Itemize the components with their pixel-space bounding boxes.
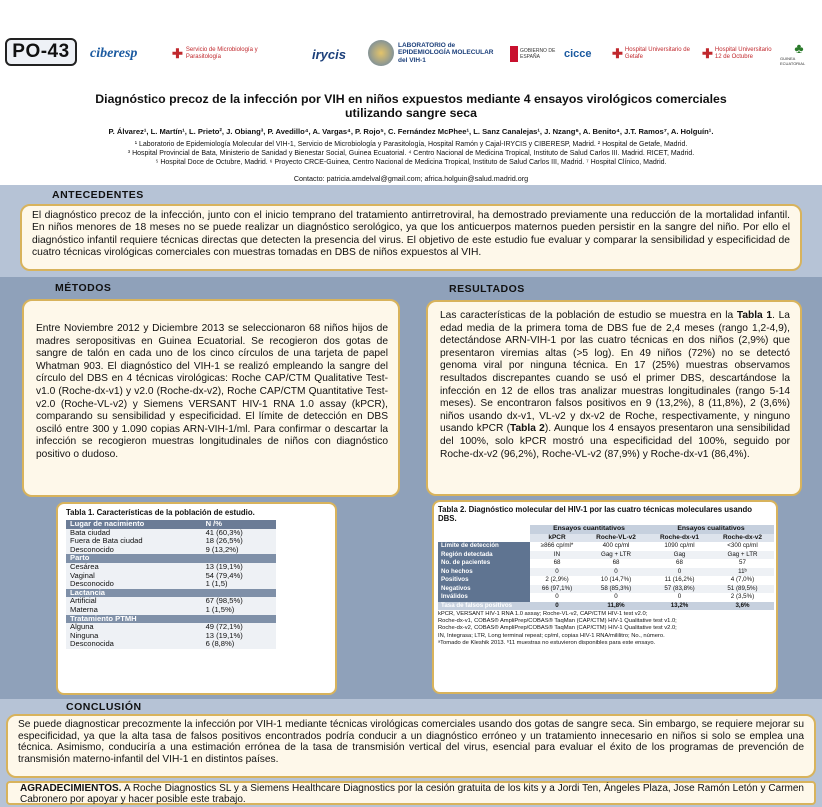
table2-cell: 58 (85,3%)	[600, 584, 632, 592]
tabla2-ref: Tabla 2	[510, 423, 545, 435]
table1-group-label: Lactancia	[66, 589, 276, 598]
table2-footnote: kPCR, VERSANT HIV-1 RNA 1.0 assay; Roche-VL-v2, CAP/CTM HIV-1 test v2.0;	[438, 611, 648, 617]
resultados-title: RESULTADOS	[449, 283, 525, 295]
doce-octubre-logo	[702, 40, 774, 68]
table2-cell: Gag + LTR	[601, 550, 632, 558]
table1	[66, 520, 276, 649]
agradecimientos-text: A Roche Diagnostics SL y a Siemens Healthcare Diagnostics por la cesión gratuita de los kits y a Jordi Ten, Ángeles Plaza, Jose Ramón Letón y Carmen Cabronero por apoyar y hacer posible este trabajo.	[20, 783, 804, 805]
table2-footnote: Roche-dx-v1, COBAS® AmpliPrep/COBAS® TaqMan (CAP/CTM) HIV-1 Qualitative test v1.0;	[438, 618, 677, 625]
table2-title: Tabla 2. Diagnóstico molecular del HIV-1 por las cuatro técnicas moleculares usando DBS.	[438, 505, 752, 523]
doce-octubre-text: Hospital Universitario 12 de Octubre	[714, 47, 772, 60]
getafe-icon: ✚	[612, 46, 623, 61]
table2-row	[438, 559, 774, 568]
table2-row-label: No. de pacientes	[438, 559, 530, 568]
metodos-title: MÉTODOS	[55, 282, 112, 294]
doce-octubre-icon: ✚	[702, 46, 713, 61]
table2-box	[432, 500, 778, 694]
table2-cell: 1090 cp/ml	[664, 542, 695, 549]
table1-cell: Cesárea	[66, 563, 202, 572]
guinea-logo	[780, 34, 818, 72]
table2-cell: 2 (3,5%)	[730, 593, 755, 600]
table1-cell: Alguna	[66, 623, 202, 632]
flag-icon	[510, 46, 518, 62]
table2-column-header: Roche-dx-v2	[711, 534, 774, 543]
table1-header-cell: Lugar de nacimiento	[66, 520, 202, 529]
table2-column-header-row	[438, 534, 774, 543]
table1-group-label: Parto	[66, 554, 276, 563]
table2-cell: 57 (83,8%)	[664, 584, 695, 592]
affiliation-line: ¹ Laboratorio de Epidemiología Molecular del VIH-1, Servicio de Microbiología y Parasitología, Hospital Ramón y Cajal-IRYCIS y CIBERESP, Madrid. ² Hospital de Getafe, Madrid.	[134, 141, 688, 148]
table1-cell: 54 (79,4%)	[202, 572, 276, 581]
resultados-text: Las características de la población de estudio se muestra en la	[440, 310, 737, 321]
agradecimientos-box	[6, 781, 816, 805]
table1-cell: Bata ciudad	[66, 529, 202, 538]
table2-cell: 0	[677, 567, 682, 575]
table2-corner	[438, 525, 530, 534]
table1-row	[66, 640, 276, 649]
table1-cell: Desconocido	[66, 546, 202, 555]
table1-cell: Desconocida	[66, 640, 202, 649]
table2-cell: 2 (2,9%)	[545, 576, 569, 583]
table2-cell: <300 cp/ml	[727, 542, 758, 549]
getafe-text: Hospital Universitario de Getafe	[624, 47, 690, 60]
table2-row-label: No hechos	[438, 568, 530, 577]
table2-footnote: IN, Integrasa; LTR, Long terminal repeat; cp/ml, copias HIV-1 RNA/mililitro; No., número.	[438, 632, 665, 639]
affiliation-line: ⁵ Hospital Doce de Octubre, Madrid. ⁶ Proyecto CRCE-Guinea, Centro Nacional de Medicina Tropical, Instituto de Salud Carlos III, Madrid. ⁷ Hospital Clínico, Madrid.	[155, 158, 667, 166]
table2-cell: 0	[555, 593, 559, 600]
table2-cell: 0	[614, 593, 618, 600]
title-line-1: Diagnóstico precoz de la infección por VIH en niños expuestos mediante 4 ensayos virológicos comerciales	[95, 92, 727, 106]
irycis-text: irycis	[312, 46, 346, 62]
cicce-text: cicce	[564, 48, 592, 60]
cicce-logo	[564, 40, 598, 68]
lab-logo	[368, 36, 498, 70]
table2-cell: 68	[612, 559, 620, 566]
lab-logo-text: LABORATORIO de EPIDEMIOLOGÍA MOLECULAR del VIH-1	[398, 41, 494, 64]
table1-cell: 13 (19,1%)	[202, 632, 276, 641]
table1-group-label: Tratamiento PTMH	[66, 615, 276, 624]
affiliation-line: ³ Hospital Provincial de Bata, Ministerio de Sanidad y Bienestar Social, Guinea Ecuatorial. ⁴ Centro Nacional de Medicina Tropical, Instituto de Salud Carlos III. Madrid. RICET, Madrid.	[127, 149, 695, 157]
table1-cell: Artificial	[66, 597, 202, 606]
irycis-logo	[272, 40, 354, 68]
table2-total-cell: 3,6%	[711, 602, 774, 611]
ministerio-logo	[510, 40, 556, 68]
table2-footnote: Roche-dx-v2, COBAS® AmpliPrep/COBAS® TaqMan (CAP/CTM) HIV-1 Qualitative test v2.0;	[438, 625, 677, 632]
guinea-text: GUINEA ECUATORIAL	[780, 56, 806, 66]
table1-cell: Materna	[66, 606, 202, 615]
table2-cell: Gag	[673, 550, 686, 558]
resultados-box	[426, 300, 802, 496]
table1-cell: Vaginal	[66, 572, 202, 581]
table2-cell: 11ᵇ	[738, 567, 747, 575]
table1-cell: 6 (8,8%)	[202, 640, 276, 649]
table2-group-header: Ensayos cuantitativos	[530, 525, 648, 534]
table1-box	[56, 502, 337, 695]
table1-row	[66, 546, 276, 555]
table2-row	[438, 585, 774, 594]
table1-cell: 9 (13,2%)	[202, 546, 276, 555]
table2-row	[438, 568, 774, 577]
table1-cell: 1 (1,5%)	[202, 606, 276, 615]
table1-cell: 67 (98,5%)	[202, 597, 276, 606]
ciberesp-logo-text: ciberesp	[90, 46, 138, 61]
table1-cell: 13 (19,1%)	[202, 563, 276, 572]
table2-total-row	[438, 602, 774, 611]
table2-row	[438, 551, 774, 560]
table2-cell: Gag + LTR	[727, 550, 758, 558]
table2-cell: 57	[739, 559, 746, 566]
table2-row-label: Positivos	[438, 576, 530, 585]
poster-code: PO-43	[5, 38, 77, 66]
affiliations	[0, 141, 822, 167]
contact: Contacto: patricia.amdelval@gmail.com; africa.holguin@salud.madrid.org	[293, 174, 529, 183]
table2-cell: 51 (89,5%)	[727, 584, 758, 592]
table2-row-label: Límite de detección	[438, 542, 530, 551]
tabla1-ref: Tabla 1	[736, 310, 773, 321]
table2-cell: ≥866 cp/ml*	[540, 542, 574, 549]
table2-group-header-row	[438, 525, 774, 534]
table2-column-header: Roche-VL-v2	[584, 534, 648, 543]
conclusion-title: CONCLUSIÓN	[66, 701, 142, 713]
table2-cell: 68	[676, 559, 683, 566]
table1-row	[66, 563, 276, 572]
table2	[438, 525, 774, 610]
ministerio-text: GOBIERNO DE ESPAÑA	[520, 48, 556, 60]
conclusion-box: Se puede diagnosticar precozmente la infección por VIH-1 mediante técnicas virológicas comerciales usando dos gotas de sangre seca. Sin embargo, se requiere mejorar su especificidad, ya que la alta tasa de falsos positivos encontrados podría conducir a un diagnóstico erróneo y un tratamiento innecesario en niños si solo se emplea una técnica. Asimismo, conduciría a una estimación errónea de la tasa de transmisión vertical del virus, esencial para evaluar el éxito de los programas de prevención de transmisión materno-infantil del VIH-1 en distintos países.	[6, 714, 816, 778]
getafe-logo	[612, 40, 694, 68]
table1-header-cell: N /%	[202, 520, 276, 529]
table2-cell: 400 cp/ml	[602, 542, 630, 549]
table1-cell: 41 (60,3%)	[202, 529, 276, 538]
ciberesp-logo	[90, 40, 162, 68]
table2-cell: 10 (14,7%)	[600, 576, 632, 583]
salud-madrid-micro-logo	[172, 40, 262, 68]
table2-cell: 0	[677, 593, 682, 600]
table2-cell: 68	[553, 559, 561, 566]
globe-icon	[368, 40, 394, 66]
salud-madrid-micro-text: Servicio de Microbiología y Parasitología	[185, 47, 258, 60]
table2-column-header: kPCR	[530, 534, 584, 543]
table2-total-cell: 11,8%	[584, 602, 648, 611]
resultados-text: ). Aunque los 4 ensayos presentaron una sensibilidad del 100%, solo kPCR mostró una especificidad del 100%, seguido por Roche-dx-v2 (96,2%), Roche-VL-v2 (87,9%) y Roche-dx-v1 (86,4%).	[440, 423, 790, 460]
table1-cell: 49 (72,1%)	[202, 623, 276, 632]
table1-cell: 18 (26,5%)	[202, 537, 276, 546]
table2-row	[438, 542, 774, 551]
table2-cell: IN	[553, 550, 561, 558]
antecedentes-title: ANTECEDENTES	[52, 189, 144, 201]
table2-corner	[438, 534, 530, 543]
antecedentes-box: El diagnóstico precoz de la infección, junto con el inicio temprano del tratamiento antirretroviral, ha demostrado previamente una reducción de la mortalidad infantil. En niños menores de 18 meses no se puede realizar un diagnóstico serológico, ya que los anticuerpos maternos pueden persistir en la sangre del niño. Por ello el diagnóstico infantil requiere técnicas directas que detecten la presencia del virus. El objetivo de este estudio fue evaluar y comparar la sensibilidad y especificidad de cuatro técnicas virológicas comerciales con muestras tomadas en DBS de niños expuestos al VIH.	[20, 204, 802, 271]
table2-total-label: Tasa de falsos positivos	[438, 602, 530, 611]
table2-cell: 66 (97,1%)	[541, 584, 573, 592]
agradecimientos-title: AGRADECIMIENTOS.	[20, 783, 122, 794]
table2-cell: 11 (16,2%)	[664, 576, 695, 583]
table1-cell: Ninguna	[66, 632, 202, 641]
table1-cell: 1 (1,5)	[202, 580, 276, 589]
table2-row-label: Región detectada	[438, 551, 530, 560]
table1-cell: Desconocido	[66, 580, 202, 589]
table2-total-cell: 13,2%	[648, 602, 711, 611]
table1-group-row	[66, 615, 276, 624]
title-line-2: utilizando sangre seca	[345, 106, 477, 120]
resultados-text: . La edad media de la primera toma de DBS fue de 2,4 meses (rango 1,2-4,9), detectándose ARN-VIH-1 por las cuatro técnicas en dos niños (2,9%) que presentaron viremias altas (>5 log). En 49 niños (72%) no se detectó genoma viral por ninguna técnica. En 17 (25%) muestras observamos resultados discrepantes cuando se usó el primer DBS, descartándose la infección en 12 de ellos tras analizar muestras longitudinales (rango 5-14 meses). Se encontraron falsos positivos en 9 (13,2%), 8 (11,8%), 2 (3,6%) niños usando dx-v1, VL-v2 y dx-v2 de Roche, respectivamente, y ninguno usando kPCR (	[440, 310, 790, 435]
table2-row	[438, 576, 774, 585]
table1-title: Tabla 1. Características de la población de estudio.	[66, 508, 255, 517]
table2-group-header: Ensayos cualitativos	[648, 525, 774, 534]
metodos-box: Entre Noviembre 2012 y Diciembre 2013 se seleccionaron 68 niños hijos de madres seropositivas en Guinea Ecuatorial. Se recogieron dos gotas de sangre de talón en cada uno de los cinco círculos de una tarjeta de papel Whatman 903. El diagnóstico del VIH-1 se realizó empleando la sangre del círculo del DBS en 4 técnicas virológicas: Roche CAP/CTM Qualitative Test-v1.0 (Roche-dx-v1) y v2.0 (Roche-dx-v2), Roche CAP/CTM Quantitative Test-v2.0 (Roche-VL-v2) y Siemens VERSANT HIV-1 RNA 1.0 assay (kPCR), comparando su sensibilidad y especificidad. El límite de detección en DBS osciló entre 300 y 1.090 copias ARN-VIH-1/ml. Para confirmar o descartar la infección se recogieron muestras longitudinales de niños con diagnóstico positivo o dudoso.	[22, 299, 400, 497]
table2-cell: 0	[614, 567, 618, 575]
authors: P. Álvarez¹, L. Martín¹, L. Prieto², J. Obiang³, P. Avedillo⁴, A. Vargas⁴, P. Rojo⁵, C. Fernández McPhee¹, L. Sanz Canalejas¹, J. Nzang⁶, A. Benito⁴, J.T. Ramos⁷, A. Holguín¹.	[108, 127, 714, 136]
table1-group-row	[66, 589, 276, 598]
table2-column-header: Roche-dx-v1	[648, 534, 711, 543]
table2-footnote: ᵃTomado de Kleshik 2013. ᵇ11 muestras no estuvieron disponibles para este ensayo.	[438, 639, 656, 646]
salud-madrid-icon: ✚	[172, 46, 183, 61]
poster-title	[0, 92, 822, 120]
palm-tree-icon: ♣	[794, 40, 804, 56]
table2-cell: 4 (7,0%)	[730, 576, 755, 583]
table2-row-label: Negativos	[438, 585, 530, 594]
table2-row-label: Inválidos	[438, 593, 530, 602]
table2-cell: 0	[555, 567, 559, 575]
table2-total-cell: 0	[530, 602, 584, 611]
table2-row	[438, 593, 774, 602]
table1-cell: Fuera de Bata ciudad	[66, 537, 202, 546]
